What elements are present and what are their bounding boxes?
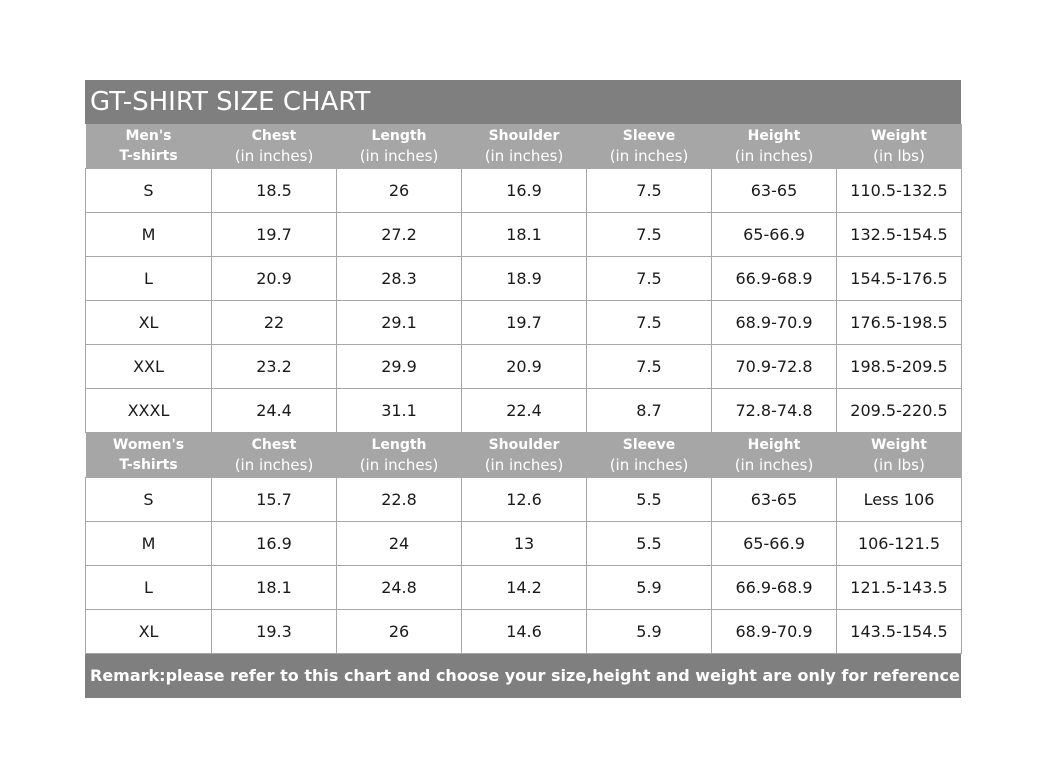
value-cell: 5.5 bbox=[587, 522, 712, 566]
size-cell: S bbox=[86, 169, 212, 213]
table-row bbox=[86, 169, 962, 213]
value-cell: 65-66.9 bbox=[712, 213, 837, 257]
column-header-unit: (in inches) bbox=[734, 147, 814, 165]
column-header-title: Chest bbox=[251, 128, 297, 144]
value-cell: 22.8 bbox=[337, 478, 462, 522]
column-header bbox=[837, 433, 962, 478]
column-header-unit: T-shirts bbox=[119, 148, 178, 164]
value-cell: 121.5-143.5 bbox=[837, 566, 962, 610]
remark-note: Remark:please refer to this chart and choose your size,height and weight are only for reference. bbox=[85, 654, 961, 698]
size-cell: XXXL bbox=[86, 389, 212, 433]
size-cell: L bbox=[86, 257, 212, 301]
value-cell: 143.5-154.5 bbox=[837, 610, 962, 654]
value-cell: 19.7 bbox=[212, 213, 337, 257]
value-cell: 24.8 bbox=[337, 566, 462, 610]
column-header bbox=[86, 433, 212, 478]
column-header bbox=[712, 124, 837, 169]
value-cell: 18.1 bbox=[212, 566, 337, 610]
value-cell: 7.5 bbox=[587, 301, 712, 345]
column-header-unit: (in inches) bbox=[484, 456, 564, 474]
value-cell: 27.2 bbox=[337, 213, 462, 257]
value-cell: 16.9 bbox=[462, 169, 587, 213]
size-cell: XL bbox=[86, 301, 212, 345]
value-cell: 20.9 bbox=[462, 345, 587, 389]
column-header-unit: (in inches) bbox=[609, 147, 689, 165]
table-row bbox=[86, 213, 962, 257]
men-section bbox=[86, 124, 962, 433]
column-header bbox=[337, 124, 462, 169]
value-cell: 15.7 bbox=[212, 478, 337, 522]
column-header-title: Sleeve bbox=[622, 128, 676, 144]
value-cell: 20.9 bbox=[212, 257, 337, 301]
value-cell: 19.3 bbox=[212, 610, 337, 654]
size-cell: XXL bbox=[86, 345, 212, 389]
column-header-title: Height bbox=[747, 437, 801, 453]
table-row bbox=[86, 566, 962, 610]
table-row bbox=[86, 345, 962, 389]
column-header bbox=[212, 433, 337, 478]
value-cell: 14.6 bbox=[462, 610, 587, 654]
value-cell: 26 bbox=[337, 169, 462, 213]
column-header-unit: (in inches) bbox=[609, 456, 689, 474]
size-cell: XL bbox=[86, 610, 212, 654]
value-cell: 176.5-198.5 bbox=[837, 301, 962, 345]
column-header bbox=[86, 124, 212, 169]
column-header-title: Weight bbox=[871, 437, 927, 453]
chart-title: GT-SHIRT SIZE CHART bbox=[85, 80, 961, 124]
size-cell: L bbox=[86, 566, 212, 610]
column-header bbox=[462, 124, 587, 169]
women-section bbox=[86, 433, 962, 654]
value-cell: 7.5 bbox=[587, 257, 712, 301]
column-header-title: Shoulder bbox=[488, 437, 560, 453]
size-cell: S bbox=[86, 478, 212, 522]
value-cell: 18.5 bbox=[212, 169, 337, 213]
size-cell: M bbox=[86, 213, 212, 257]
value-cell: 16.9 bbox=[212, 522, 337, 566]
value-cell: 63-65 bbox=[712, 478, 837, 522]
column-header bbox=[712, 433, 837, 478]
value-cell: 7.5 bbox=[587, 345, 712, 389]
column-header-unit: (in inches) bbox=[359, 456, 439, 474]
value-cell: 70.9-72.8 bbox=[712, 345, 837, 389]
column-header-unit: (in lbs) bbox=[873, 456, 925, 474]
column-header-unit: (in inches) bbox=[484, 147, 564, 165]
column-header-unit: (in lbs) bbox=[873, 147, 925, 165]
column-header-title: Length bbox=[371, 437, 427, 453]
value-cell: 26 bbox=[337, 610, 462, 654]
value-cell: 68.9-70.9 bbox=[712, 301, 837, 345]
column-header-title: Height bbox=[747, 128, 801, 144]
value-cell: 106-121.5 bbox=[837, 522, 962, 566]
value-cell: 29.1 bbox=[337, 301, 462, 345]
size-table bbox=[85, 124, 962, 654]
table-row bbox=[86, 522, 962, 566]
value-cell: 22.4 bbox=[462, 389, 587, 433]
value-cell: 154.5-176.5 bbox=[837, 257, 962, 301]
value-cell: 13 bbox=[462, 522, 587, 566]
value-cell: 209.5-220.5 bbox=[837, 389, 962, 433]
column-header-unit: (in inches) bbox=[234, 456, 314, 474]
column-header-title: Men's bbox=[125, 128, 172, 144]
column-header bbox=[462, 433, 587, 478]
women-header-row bbox=[86, 433, 962, 478]
value-cell: 22 bbox=[212, 301, 337, 345]
column-header-title: Chest bbox=[251, 437, 297, 453]
men-header-row bbox=[86, 124, 962, 169]
column-header bbox=[212, 124, 337, 169]
value-cell: 68.9-70.9 bbox=[712, 610, 837, 654]
value-cell: 65-66.9 bbox=[712, 522, 837, 566]
value-cell: 23.2 bbox=[212, 345, 337, 389]
table-row bbox=[86, 610, 962, 654]
value-cell: 5.9 bbox=[587, 610, 712, 654]
table-row bbox=[86, 257, 962, 301]
value-cell: 12.6 bbox=[462, 478, 587, 522]
column-header bbox=[837, 124, 962, 169]
value-cell: 198.5-209.5 bbox=[837, 345, 962, 389]
value-cell: 5.9 bbox=[587, 566, 712, 610]
column-header bbox=[337, 433, 462, 478]
column-header-unit: (in inches) bbox=[359, 147, 439, 165]
column-header-unit: T-shirts bbox=[119, 457, 178, 473]
value-cell: 7.5 bbox=[587, 169, 712, 213]
value-cell: 24.4 bbox=[212, 389, 337, 433]
value-cell: 63-65 bbox=[712, 169, 837, 213]
value-cell: 18.9 bbox=[462, 257, 587, 301]
value-cell: 66.9-68.9 bbox=[712, 257, 837, 301]
value-cell: 24 bbox=[337, 522, 462, 566]
value-cell: 18.1 bbox=[462, 213, 587, 257]
value-cell: 5.5 bbox=[587, 478, 712, 522]
value-cell: 14.2 bbox=[462, 566, 587, 610]
value-cell: 29.9 bbox=[337, 345, 462, 389]
value-cell: 110.5-132.5 bbox=[837, 169, 962, 213]
value-cell: 132.5-154.5 bbox=[837, 213, 962, 257]
value-cell: 7.5 bbox=[587, 213, 712, 257]
table-row bbox=[86, 478, 962, 522]
size-cell: M bbox=[86, 522, 212, 566]
column-header-title: Sleeve bbox=[622, 437, 676, 453]
value-cell: 28.3 bbox=[337, 257, 462, 301]
column-header-title: Length bbox=[371, 128, 427, 144]
size-chart bbox=[85, 80, 966, 698]
table-row bbox=[86, 389, 962, 433]
value-cell: Less 106 bbox=[837, 478, 962, 522]
value-cell: 66.9-68.9 bbox=[712, 566, 837, 610]
column-header-title: Shoulder bbox=[488, 128, 560, 144]
column-header bbox=[587, 433, 712, 478]
column-header-title: Women's bbox=[112, 437, 185, 453]
table-row bbox=[86, 301, 962, 345]
column-header bbox=[587, 124, 712, 169]
column-header-unit: (in inches) bbox=[234, 147, 314, 165]
value-cell: 72.8-74.8 bbox=[712, 389, 837, 433]
value-cell: 31.1 bbox=[337, 389, 462, 433]
value-cell: 19.7 bbox=[462, 301, 587, 345]
column-header-unit: (in inches) bbox=[734, 456, 814, 474]
value-cell: 8.7 bbox=[587, 389, 712, 433]
column-header-title: Weight bbox=[871, 128, 927, 144]
